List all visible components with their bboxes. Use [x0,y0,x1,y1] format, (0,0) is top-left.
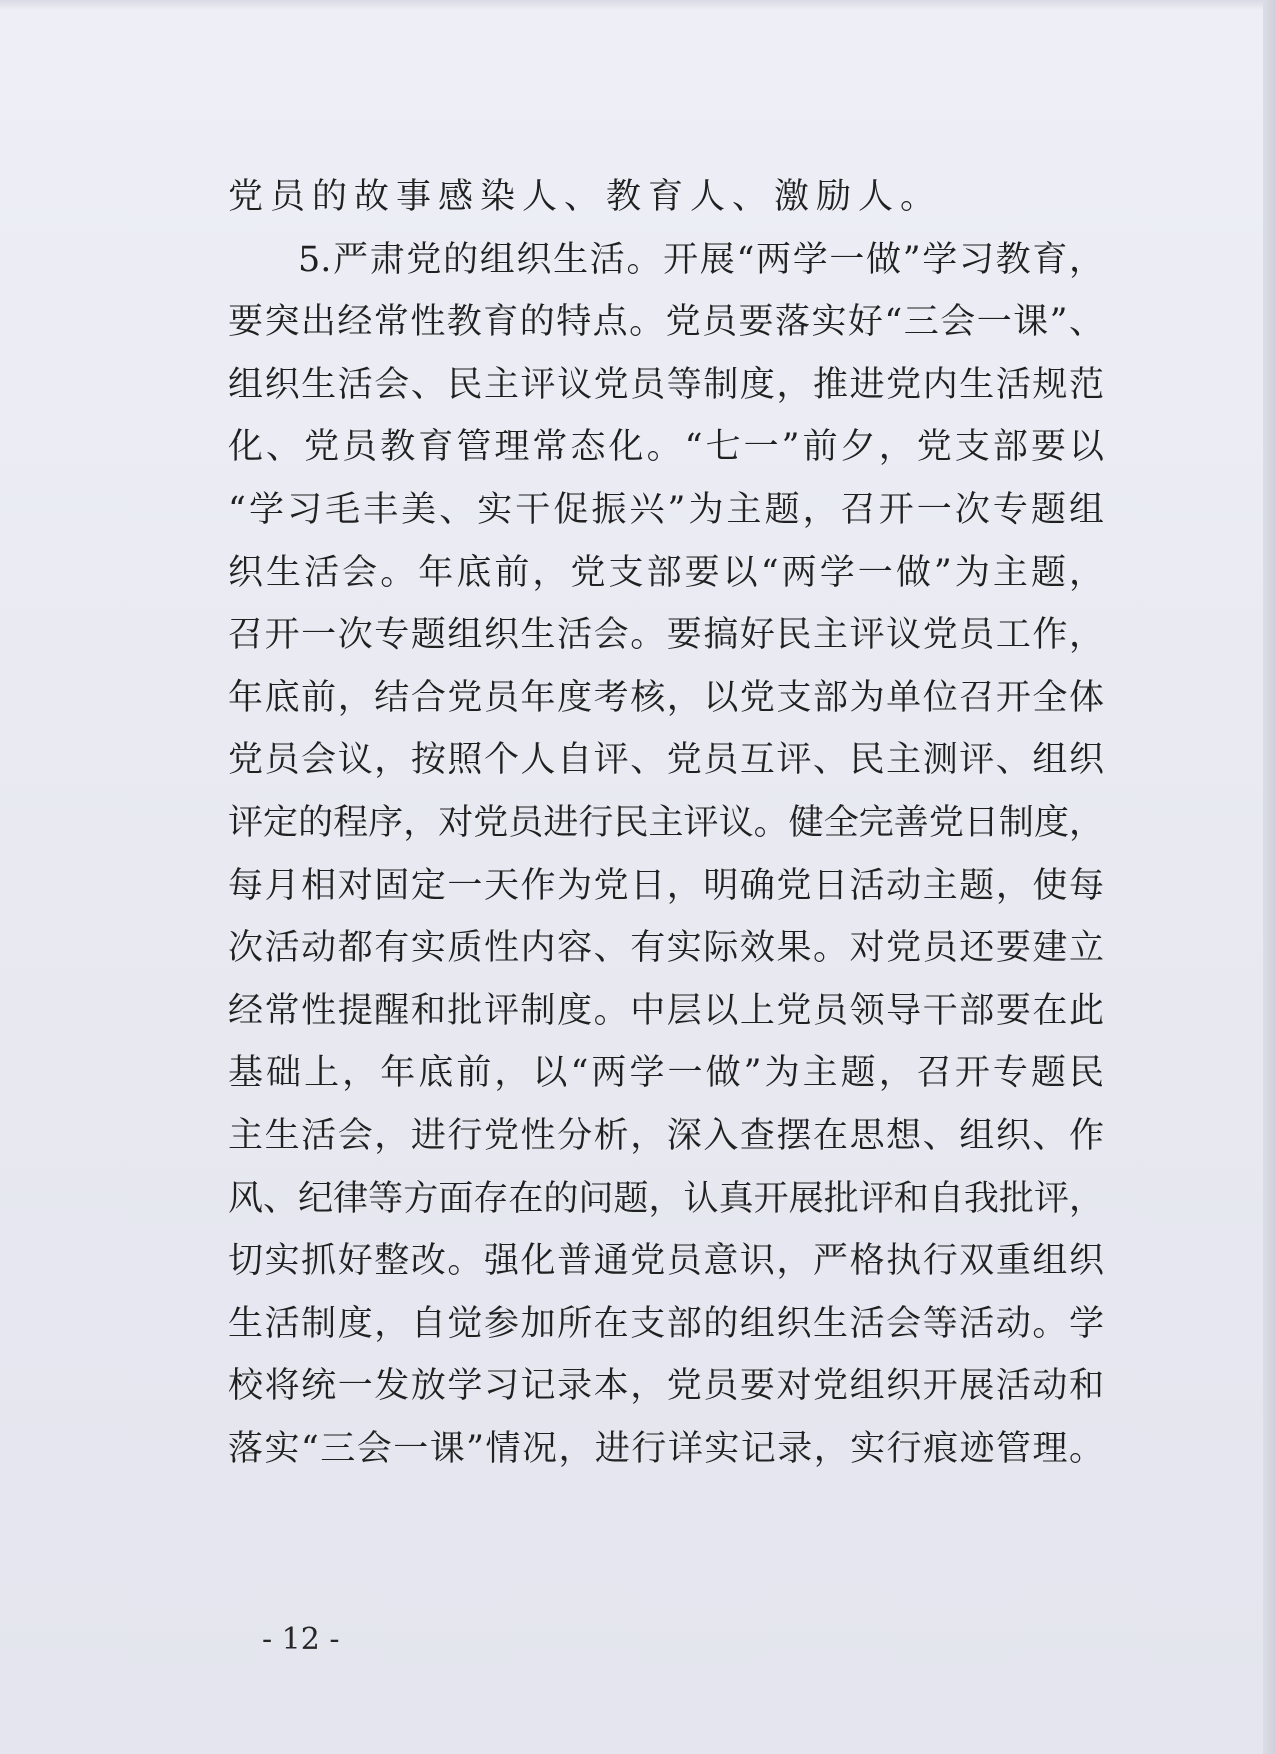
text-line: 党员的故事感染人、教育人、激励人。 [228,177,943,217]
text-line: 校将统一发放学习记录本，党员要对党组织开展活动和 [228,1366,1104,1407]
text-line: 年底前，结合党员年度考核，以党支部为单位召开全体 [228,677,1104,718]
text-line: 组织生活会、民主评议党员等制度，推进党内生活规范 [228,364,1104,405]
text-line: 生活制度，自觉参加所在支部的组织生活会等活动。学 [228,1303,1104,1344]
text-line: 化、党员教育管理常态化。“七一”前夕，党支部要以 [228,427,1104,468]
page-top-shadow [0,0,1275,10]
text-line: 主生活会，进行党性分析，深入查摆在思想、组织、作 [228,1115,1104,1156]
page-right-edge [1263,0,1275,1754]
text-line: 基础上，年底前，以“两学一做”为主题，召开专题民 [228,1053,1104,1094]
text-line: 织生活会。年底前，党支部要以“两学一做”为主题， [228,552,1104,593]
text-line: 经常性提醒和批评制度。中层以上党员领导干部要在此 [228,990,1104,1031]
body-text [228,166,1104,1480]
text-line: 落实“三会一课”情况，进行详实记录，实行痕迹管理。 [228,1428,1104,1469]
text-line: 切实抓好整改。强化普通党员意识，严格执行双重组织 [228,1241,1104,1282]
text-line: 召开一次专题组织生活会。要搞好民主评议党员工作， [228,615,1104,656]
text-line: 每月相对固定一天作为党日，明确党日活动主题，使每 [228,865,1104,906]
text-line: 风、纪律等方面存在的问题，认真开展批评和自我批评， [228,1178,1104,1219]
page-number: - 12 - [262,1622,340,1657]
text-line: “学习毛丰美、实干促振兴”为主题，召开一次专题组 [228,489,1104,530]
text-line: 党员会议，按照个人自评、党员互评、民主测评、组织 [228,740,1104,781]
text-line: 次活动都有实质性内容、有实际效果。对党员还要建立 [228,928,1104,969]
text-line: 评定的程序，对党员进行民主评议。健全完善党日制度， [228,802,1104,843]
text-line: 要突出经常性教育的特点。党员要落实好“三会一课”、 [228,302,1104,343]
text-line: 5.严肃党的组织生活。开展“两学一做”学习教育， [298,239,1104,280]
